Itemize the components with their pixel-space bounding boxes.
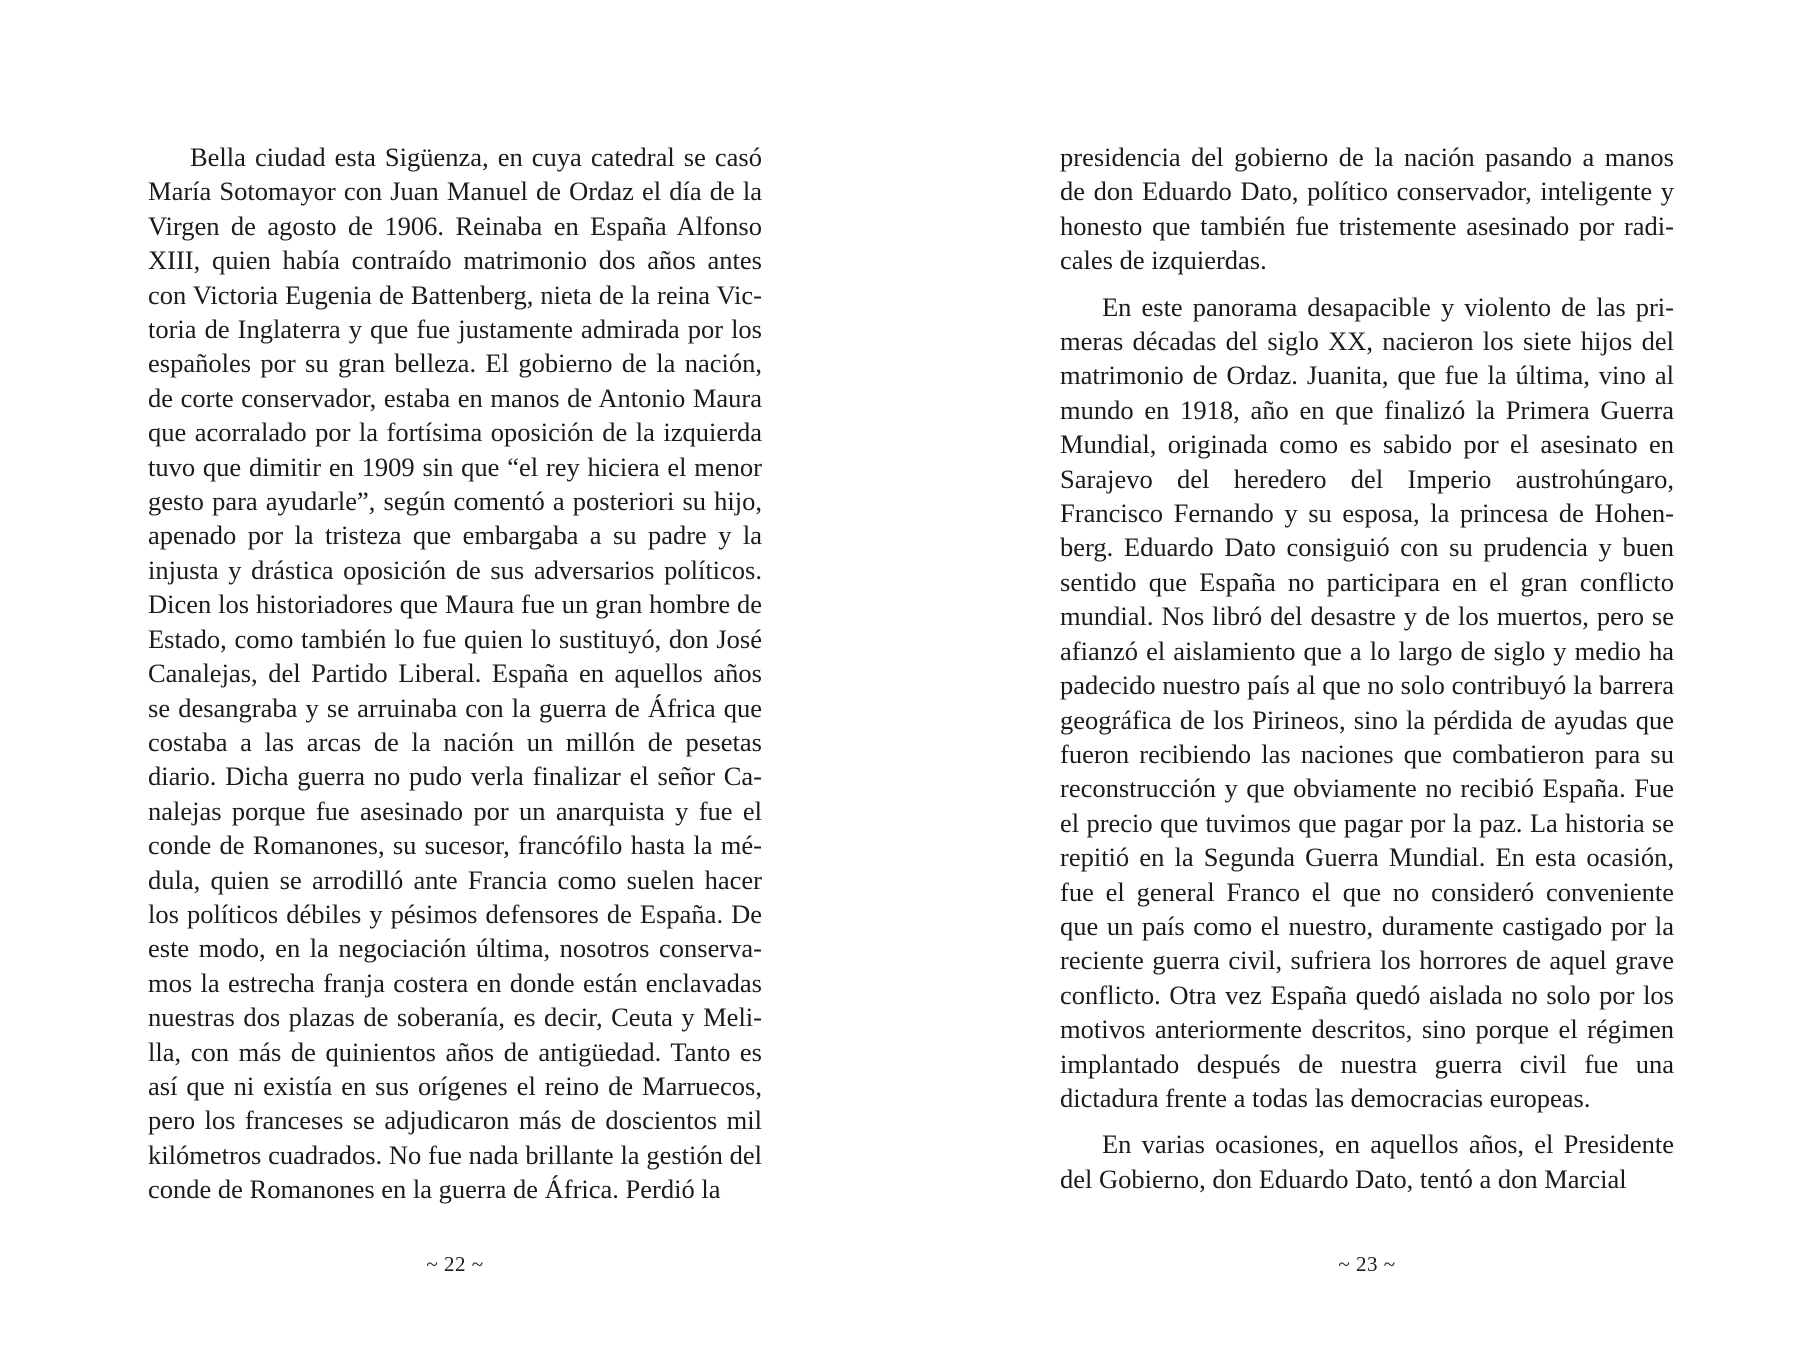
page-number: ~ 23 ~ <box>1338 1252 1396 1276</box>
right-page <box>903 0 1807 1358</box>
page-number: ~ 22 ~ <box>426 1252 484 1276</box>
right-page-text <box>1060 140 1674 1196</box>
left-page-text <box>148 140 762 1207</box>
paragraph: En este panorama desapacible y violento de las primeras décadas del siglo XX, nacieron los siete hijos del matrimonio de Ordaz. Juanita, que fue la última, vino al mundo en 1918, año en que finalizó la Primera Guerra Mundial, originada como es sabido por el asesinato en Sarajevo del heredero del Imperio austrohúngaro, Francisco Fernando y su esposa, la princesa de Hohenberg. Eduardo Dato consiguió con su prudencia y buen sentido que España no participara en el gran conflicto mundial. Nos libró del desastre y de los muertos, pero se afianzó el aislamiento que a lo largo de siglo y medio ha padecido nuestro país al que no solo contribuyó la barrera geográfica de los Pirineos, sino la pérdida de ayudas que fueron recibiendo las naciones que combatieron para su reconstrucción y que obviamente no recibió España. Fue el precio que tuvimos que pagar por la paz. La historia se repitió en la Segunda Guerra Mundial. En esta ocasión, fue el general Franco el que no consideró conveniente que un país como el nuestro, duramente castigado por la reciente guerra civil, sufriera los horrores de aquel grave conflicto. Otra vez España quedó aislada no solo por los motivos anteriormente descritos, sino porque el régimen implantado después de nuestra guerra civil fue una dictadura frente a todas las democracias europeas. <box>1060 291 1674 1113</box>
paragraph: En varias ocasiones, en aquellos años, el Presidente del Gobierno, don Eduardo Dato, tentó a don Marcial <box>1060 1129 1674 1194</box>
paragraph-continuation: presidencia del gobierno de la nación pasando a manos de don Eduardo Dato, político conservador, inteligente y honesto que también fue tristemente asesinado por radicales de izquierdas. <box>1060 142 1674 276</box>
left-page <box>0 0 903 1358</box>
paragraph: Bella ciudad esta Sigüenza, en cuya catedral se casó María Sotomayor con Juan Manuel de Ordaz el día de la Virgen de agosto de 1906. Reinaba en España Alfonso XIII, quien había contraído matrimonio dos años antes con Victoria Eugenia de Battenberg, nieta de la reina Victoria de Inglaterra y que fue justamente admirada por los españoles por su gran belleza. El gobierno de la nación, de corte conservador, estaba en manos de Antonio Maura que acorralado por la fortísima oposición de la izquierda tuvo que dimitir en 1909 sin que “el rey hiciera el menor gesto para ayudarle”, según comentó a posteriori su hijo, apenado por la tristeza que embargaba a su padre y la injusta y drástica oposición de sus adversarios políticos. Dicen los historiadores que Maura fue un gran hombre de Estado, como también lo fue quien lo sustituyó, don José Canalejas, del Partido Liberal. España en aquellos años se desangraba y se arruinaba con la guerra de África que costaba a las arcas de la nación un millón de pesetas diario. Dicha guerra no pudo verla finalizar el señor Canalejas porque fue asesinado por un anarquista y fue el conde de Romanones, su sucesor, francófilo hasta la médula, quien se arrodilló ante Francia como suelen hacer los políticos débiles y pésimos defensores de España. De este modo, en la negociación última, nosotros conservamos la estrecha franja costera en donde están enclavadas nuestras dos plazas de soberanía, es decir, Ceuta y Melilla, con más de quinientos años de antigüedad. Tanto es así que ni existía en sus orígenes el reino de Marruecos, pero los franceses se adjudicaron más de doscientos mil kilómetros cuadrados. No fue nada brillante la gestión del conde de Romanones en la guerra de África. Perdió la <box>148 142 762 1205</box>
